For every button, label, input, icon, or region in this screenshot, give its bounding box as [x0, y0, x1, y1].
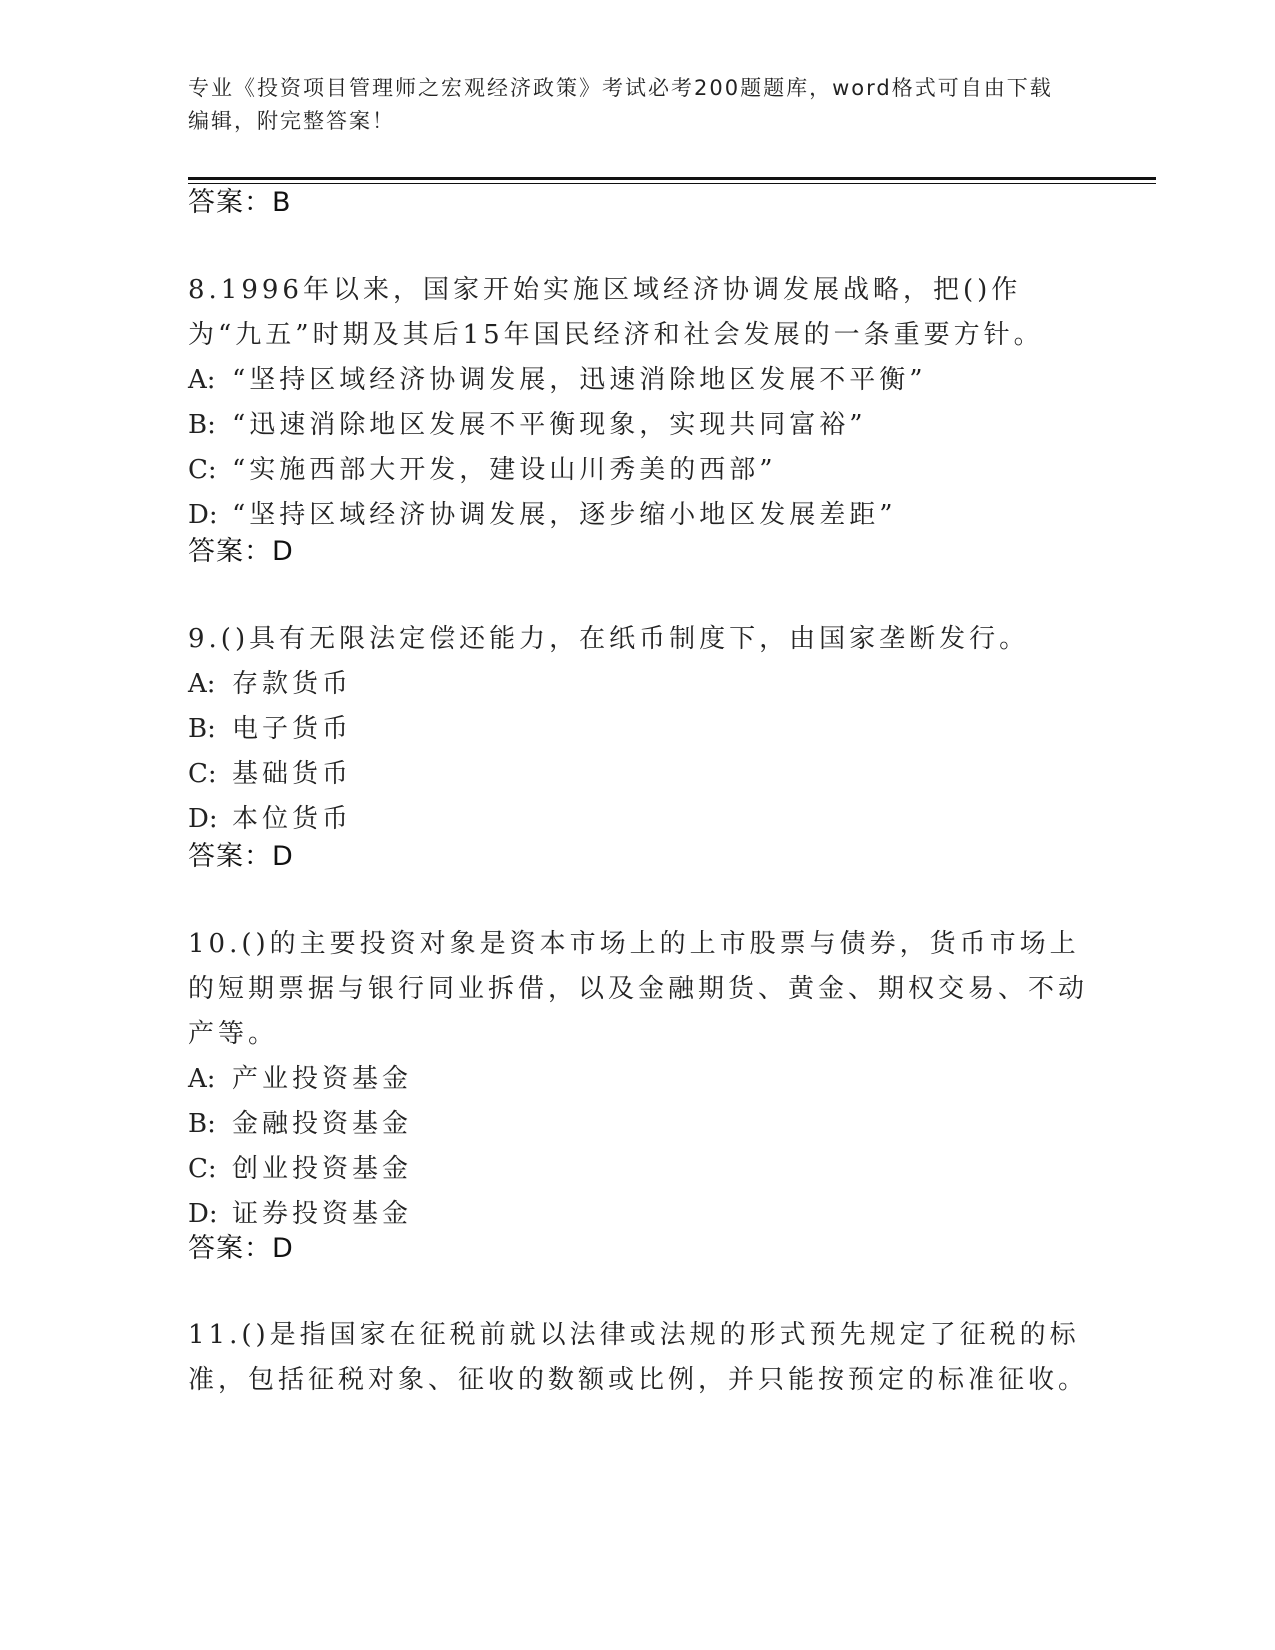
option-c [188, 752, 1088, 797]
option-text: 创业投资基金 [232, 1154, 413, 1184]
option-letter: A: [188, 365, 216, 395]
option-d [188, 797, 1088, 842]
option-letter: D: [188, 1199, 218, 1229]
option-letter: A: [188, 1064, 216, 1094]
question-10 [188, 922, 1088, 1237]
option-text: 证券投资基金 [232, 1199, 413, 1229]
option-d [188, 1192, 1088, 1237]
option-text: 产业投资基金 [232, 1064, 413, 1094]
option-text: “迅速消除地区发展不平衡现象，实现共同富裕” [232, 410, 867, 440]
option-text: “坚持区域经济协调发展，逐步缩小地区发展差距” [232, 500, 897, 530]
question-11 [188, 1313, 1088, 1403]
option-letter: A: [188, 669, 216, 699]
question-stem: 11.()是指国家在征税前就以法律或法规的形式预先规定了征税的标准，包括征税对象、征收的数额或比例，并只能按预定的标准征收。 [188, 1320, 1089, 1395]
question-8 [188, 268, 1088, 538]
option-a [188, 1057, 1088, 1102]
option-text: 电子货币 [232, 714, 353, 744]
option-letter: C: [188, 455, 217, 485]
option-a [188, 662, 1088, 707]
answer-10: 答案：D [188, 1233, 294, 1264]
option-letter: C: [188, 759, 217, 789]
option-b [188, 1102, 1088, 1147]
option-letter: B: [188, 714, 216, 744]
document-header: 专业《投资项目管理师之宏观经济政策》考试必考200题题库，word格式可自由下载编辑，附完整答案！ [188, 76, 1053, 133]
header-divider-thin [188, 183, 1156, 184]
option-b [188, 403, 1088, 448]
option-text: 基础货币 [232, 759, 353, 789]
question-stem: 8.1996年以来，国家开始实施区域经济协调发展战略，把()作为“九五”时期及其后15年国民经济和社会发展的一条重要方针。 [188, 275, 1044, 350]
question-stem: 10.()的主要投资对象是资本市场上的上市股票与债券，货币市场上的短期票据与银行同业拆借，以及金融期货、黄金、期权交易、不动产等。 [188, 929, 1089, 1049]
option-text: “坚持区域经济协调发展，迅速消除地区发展不平衡” [232, 365, 927, 395]
previous-answer: 答案：B [188, 187, 292, 218]
option-a [188, 358, 1088, 403]
option-letter: B: [188, 410, 216, 440]
question-9 [188, 617, 1088, 842]
option-letter: D: [188, 500, 218, 530]
option-c [188, 1147, 1088, 1192]
answer-8: 答案：D [188, 536, 294, 567]
option-letter: B: [188, 1109, 216, 1139]
option-b [188, 707, 1088, 752]
option-text: 金融投资基金 [232, 1109, 413, 1139]
header-divider-thick [188, 177, 1156, 180]
option-letter: C: [188, 1154, 217, 1184]
option-d [188, 493, 1088, 538]
option-letter: D: [188, 804, 218, 834]
question-stem: 9.()具有无限法定偿还能力，在纸币制度下，由国家垄断发行。 [188, 624, 1030, 654]
option-c [188, 448, 1088, 493]
option-text: 本位货币 [232, 804, 353, 834]
option-text: “实施西部大开发，建设山川秀美的西部” [232, 455, 777, 485]
answer-9: 答案：D [188, 841, 294, 872]
option-text: 存款货币 [232, 669, 353, 699]
